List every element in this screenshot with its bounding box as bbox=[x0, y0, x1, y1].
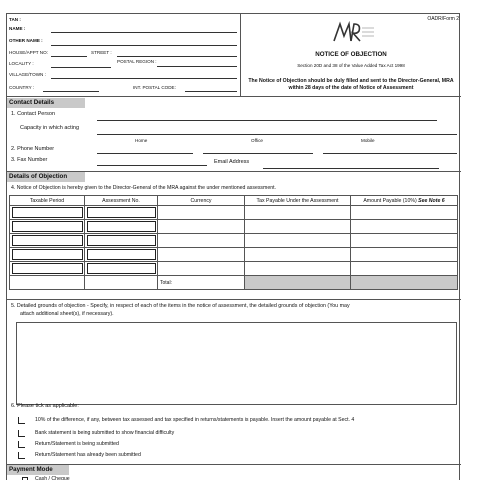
tick-bank-statement-label: Bank statement is being submitted to show financial difficulty bbox=[35, 430, 175, 436]
payment-mode-heading: Payment Mode bbox=[7, 465, 69, 475]
objection-form-page bbox=[6, 13, 460, 480]
item4-text: 4. Notice of Objection is hereby given to the Director-General of the MRA against the under mentioned assessment. bbox=[11, 185, 276, 191]
taxable-period-cell[interactable] bbox=[10, 206, 85, 220]
currency-cell[interactable] bbox=[158, 248, 245, 262]
country-label: COUNTRY : bbox=[9, 85, 35, 90]
contact-person-label: 1. Contact Person bbox=[11, 111, 56, 117]
taxable-period-cell[interactable] bbox=[10, 248, 85, 262]
int-postal-code-label: INT. POSTAL CODE: bbox=[133, 85, 176, 90]
mra-logo-icon bbox=[331, 21, 375, 43]
other-name-label: OTHER NAME : bbox=[9, 38, 43, 43]
table-row bbox=[10, 262, 458, 276]
taxable-period-cell[interactable] bbox=[10, 234, 85, 248]
house-no-field[interactable] bbox=[51, 56, 87, 57]
street-label: STREET : bbox=[91, 50, 112, 55]
submission-notice: The Notice of Objection should be duly filled and sent to the Director-General, MRA within 28 days of the date of Notice of Assessment bbox=[248, 78, 454, 91]
street-field[interactable] bbox=[117, 56, 237, 57]
capacity-label: Capacity in which acting bbox=[20, 125, 80, 131]
note-6-ref: See Note 6 bbox=[418, 197, 445, 204]
phone-mobile-field[interactable] bbox=[323, 153, 457, 154]
tax-payable-cell[interactable] bbox=[245, 234, 351, 248]
form-header bbox=[7, 14, 461, 97]
taxable-period-cell[interactable] bbox=[10, 220, 85, 234]
amount-payable-cell[interactable] bbox=[351, 206, 458, 220]
postal-region-label: POSTAL REGION : bbox=[117, 59, 157, 64]
assessment-no-cell[interactable] bbox=[85, 206, 158, 220]
tax-payable-cell[interactable] bbox=[245, 262, 351, 276]
name-field[interactable] bbox=[51, 32, 237, 33]
currency-cell[interactable] bbox=[158, 262, 245, 276]
total-row bbox=[10, 276, 458, 290]
tick-return-submitted-label: Return/Statement is being submitted bbox=[35, 441, 119, 447]
col-amount-payable-label: Amount Payable (10%) bbox=[363, 197, 419, 204]
locality-field[interactable] bbox=[51, 67, 111, 68]
office-label: Office bbox=[251, 138, 263, 143]
amount-payable-cell[interactable] bbox=[351, 262, 458, 276]
amount-payable-cell[interactable] bbox=[351, 220, 458, 234]
total-amount-payable-cell bbox=[351, 276, 458, 290]
total-label: Total: bbox=[158, 276, 245, 290]
total-tax-payable-cell bbox=[245, 276, 351, 290]
name-label: NAME : bbox=[9, 26, 26, 31]
contact-person-field[interactable] bbox=[97, 120, 437, 121]
currency-cell[interactable] bbox=[158, 220, 245, 234]
assessment-no-cell[interactable] bbox=[85, 220, 158, 234]
email-label: Email Address bbox=[214, 159, 250, 165]
amount-payable-cell[interactable] bbox=[351, 248, 458, 262]
village-town-field[interactable] bbox=[51, 78, 237, 79]
assessment-table bbox=[9, 195, 458, 290]
legal-reference: Section 20D and 38 of the Value Added Tax Act 1998 bbox=[297, 63, 405, 68]
fax-label: 3. Fax Number bbox=[11, 157, 48, 163]
tax-payable-cell[interactable] bbox=[245, 248, 351, 262]
form-title: NOTICE OF OBJECTION bbox=[315, 51, 387, 58]
table-header-row bbox=[10, 196, 458, 206]
item5-text-line1: 5. Detailed grounds of objection - Specify, in respect of each of the items in the notice of assessment, the detailed grounds of objection (You may bbox=[11, 303, 350, 309]
assessment-no-cell[interactable] bbox=[85, 262, 158, 276]
house-no-label: HOUSE/APPT NO: bbox=[9, 50, 48, 55]
postal-region-field[interactable] bbox=[157, 66, 237, 67]
mobile-label: Mobile bbox=[361, 138, 375, 143]
tan-label: TAN : bbox=[9, 17, 21, 22]
item6-text: 6. Please tick as applicable: bbox=[11, 403, 79, 409]
assessment-no-cell[interactable] bbox=[85, 234, 158, 248]
col-tax-payable: Tax Payable Under the Assessment bbox=[245, 196, 351, 206]
col-amount-payable bbox=[351, 196, 458, 206]
tick-return-already-checkbox[interactable] bbox=[18, 452, 25, 459]
assessment-no-cell[interactable] bbox=[85, 248, 158, 262]
country-field[interactable] bbox=[43, 91, 99, 92]
cash-cheque-label: Cash / Cheque bbox=[35, 476, 70, 480]
table-row bbox=[10, 206, 458, 220]
amount-payable-cell[interactable] bbox=[351, 234, 458, 248]
tick-return-already-label: Return/Statement has already been submitted bbox=[35, 452, 141, 458]
tick-10pct-checkbox[interactable] bbox=[18, 417, 25, 424]
table-row bbox=[10, 234, 458, 248]
village-town-label: VILLAGE/TOWN : bbox=[9, 72, 46, 77]
home-label: Home bbox=[135, 138, 148, 143]
capacity-field[interactable] bbox=[97, 134, 457, 135]
other-name-field[interactable] bbox=[51, 45, 237, 46]
table-row bbox=[10, 248, 458, 262]
col-currency: Currency bbox=[158, 196, 245, 206]
currency-cell[interactable] bbox=[158, 234, 245, 248]
int-postal-code-field[interactable] bbox=[185, 91, 237, 92]
col-taxable-period: Taxable Period bbox=[10, 196, 85, 206]
tax-payable-cell[interactable] bbox=[245, 206, 351, 220]
phone-home-field[interactable] bbox=[97, 153, 193, 154]
grounds-of-objection-textarea[interactable] bbox=[16, 322, 457, 405]
tax-payable-cell[interactable] bbox=[245, 220, 351, 234]
fax-field[interactable] bbox=[97, 165, 207, 166]
phone-office-field[interactable] bbox=[203, 153, 313, 154]
locality-label: LOCALITY : bbox=[9, 61, 34, 66]
table-row bbox=[10, 220, 458, 234]
payment-divider bbox=[7, 464, 461, 465]
tick-return-submitted-checkbox[interactable] bbox=[18, 441, 25, 448]
currency-cell[interactable] bbox=[158, 206, 245, 220]
phone-label: 2. Phone Number bbox=[11, 146, 55, 152]
table-divider bbox=[7, 299, 461, 300]
email-field[interactable] bbox=[263, 168, 439, 169]
tick-10pct-label: 10% of the difference, if any, between tax assessed and tax specified in returns/statements is payable. Insert the amount payable at Sect. 4 bbox=[35, 417, 355, 423]
taxpayer-details-block bbox=[7, 14, 241, 97]
col-assessment-no: Assessment No. bbox=[85, 196, 158, 206]
form-number: OADR/Form 2 bbox=[427, 16, 459, 22]
form-title-block bbox=[241, 14, 461, 97]
taxable-period-cell[interactable] bbox=[10, 262, 85, 276]
item5-text-line2: attach additional sheet(s), if necessary). bbox=[20, 311, 114, 317]
tick-bank-statement-checkbox[interactable] bbox=[18, 430, 25, 437]
contact-details-heading: Contact Details bbox=[7, 98, 85, 108]
objection-heading: Details of Objection bbox=[7, 172, 85, 182]
